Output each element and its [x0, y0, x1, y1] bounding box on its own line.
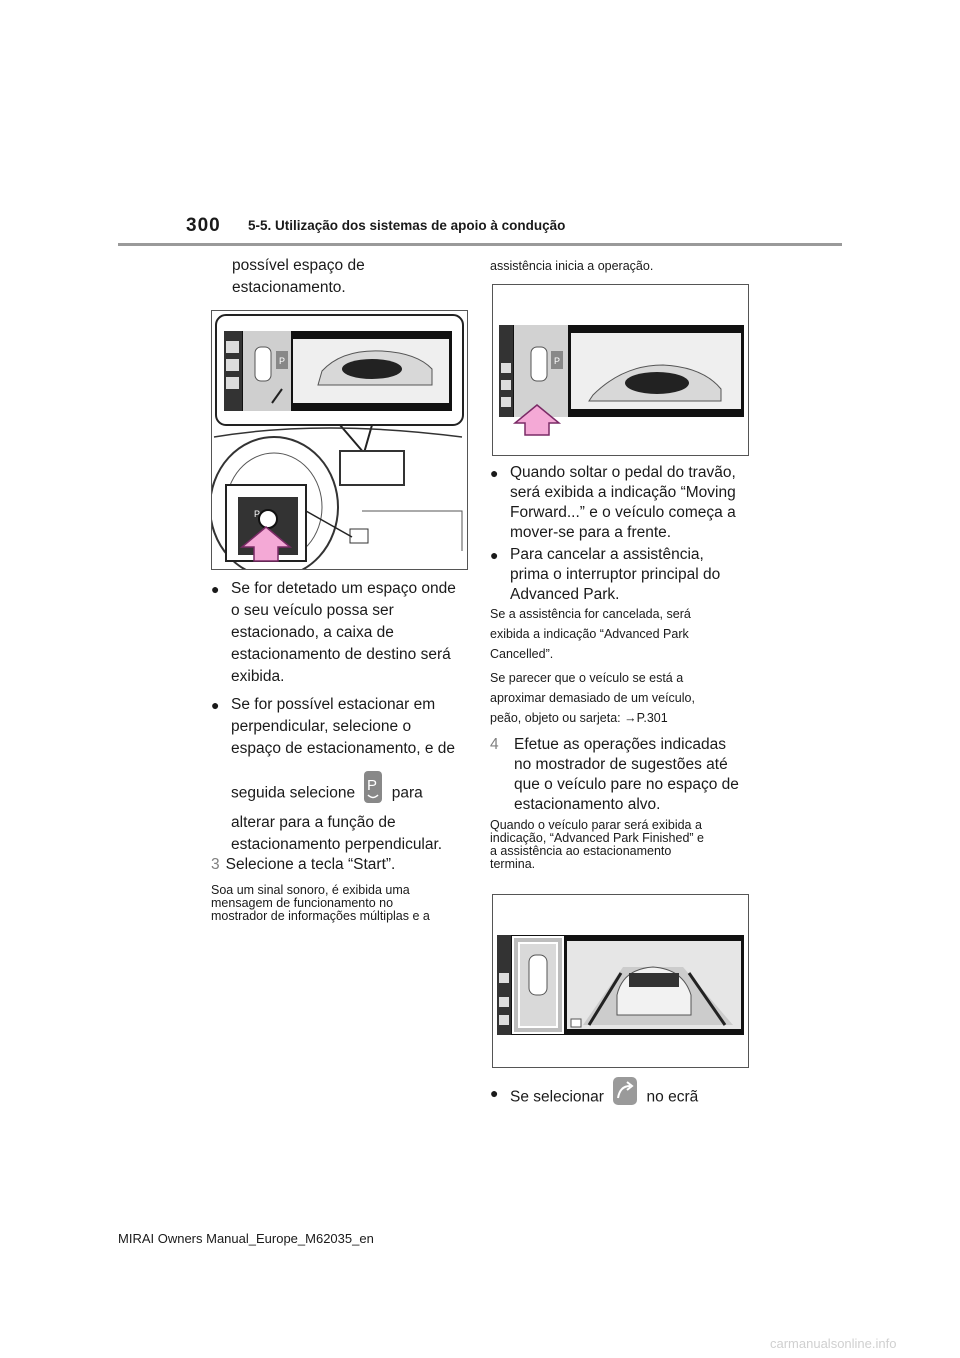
line: estacionamento perpendicular. [231, 836, 443, 853]
line: prima o interruptor principal do [510, 566, 721, 583]
figure-moving-forward [492, 284, 749, 456]
line: estacionamento de destino será [231, 646, 451, 663]
line: perpendicular, selecione o [231, 718, 412, 735]
line: Se parecer que o veículo se está a [490, 671, 684, 685]
line-with-icon [231, 770, 473, 804]
line: estacionamento alvo. [514, 796, 661, 813]
line: para [391, 784, 423, 802]
screen-illustration-1 [493, 285, 748, 455]
svg-text:P: P [254, 509, 261, 519]
right-bullet-1 [490, 463, 752, 543]
line: o seu veículo possa ser [231, 602, 394, 619]
line: Advanced Park. [510, 586, 620, 603]
line: termina. [490, 857, 536, 871]
line: que o veículo pare no espaço de [514, 776, 739, 793]
bullet-item [490, 463, 752, 543]
line: alterar para a função de [231, 814, 396, 831]
line: estacionado, a caixa de [231, 624, 394, 641]
line: ● Se for detetado um espaço onde [231, 580, 456, 597]
line: Efetue as operações indicadas [514, 736, 726, 753]
line: Se selecionar [510, 1088, 604, 1106]
line: ● Se for possível estacionar em [231, 696, 436, 713]
footer-manual-name: MIRAI Owners Manual_Europe_M62035_en [118, 1231, 374, 1246]
left-note [211, 884, 471, 923]
figure-finished [492, 894, 749, 1068]
section-title: 5-5. Utilização dos sistemas de apoio à condução [248, 218, 566, 233]
line: Cancelled”. [490, 647, 554, 661]
right-intro: assistência inicia a operação. [490, 259, 654, 273]
screen-illustration-2 [493, 895, 748, 1067]
svg-text:P: P [554, 356, 561, 366]
step-4 [490, 735, 752, 815]
right-bullet-2 [490, 545, 752, 605]
line: Se a assistência for cancelada, será [490, 607, 691, 621]
step-text: Selecione a tecla “Start”. [225, 856, 396, 873]
watermark: carmanualsonline.info [770, 1336, 897, 1351]
figure-dashboard [211, 310, 468, 570]
line: ● Quando soltar o pedal do travão, [510, 464, 736, 481]
parking-switch-icon [363, 770, 383, 817]
route-icon [571, 1019, 581, 1027]
dashboard-illustration [212, 311, 467, 569]
bullet-item [211, 694, 473, 856]
line: espaço de estacionamento, e de [231, 740, 456, 757]
line: Soa um sinal sonoro, é exibida uma [211, 883, 410, 897]
step-number: 3 [211, 856, 220, 873]
right-note-3 [490, 819, 752, 871]
left-intro [232, 255, 365, 299]
header-rule [118, 243, 842, 246]
line: a assistência ao estacionamento [490, 844, 672, 858]
line: aproximar demasiado de um veículo, [490, 691, 695, 705]
line: mostrador de informações múltiplas e a [211, 909, 430, 923]
line: no ecrã [646, 1088, 699, 1106]
bullet-item [211, 578, 471, 688]
bullet-item [490, 545, 752, 605]
line: no mostrador de sugestões até [514, 756, 728, 773]
intro-line: possível espaço de [232, 257, 365, 274]
route-icon [612, 1076, 638, 1119]
step-3 [211, 854, 395, 876]
line: será exibida a indicação “Moving [510, 484, 736, 501]
step-number: 4 [490, 736, 499, 753]
line: mover-se para a frente. [510, 524, 672, 541]
svg-text:P: P [279, 356, 286, 366]
line: Quando o veículo parar será exibida a [490, 818, 702, 832]
line: indicação, “Advanced Park Finished” e [490, 831, 705, 845]
line: Forward...” e o veículo começa a [510, 504, 736, 521]
page-number: 300 [186, 215, 221, 236]
line: peão, objeto ou sarjeta: →P.301 [490, 711, 668, 725]
bullet-item [490, 1076, 752, 1119]
left-bullet-1 [211, 578, 471, 688]
svg-text:P: P [367, 777, 378, 794]
line: ● Para cancelar a assistência, [510, 546, 704, 563]
line: mensagem de funcionamento no [211, 896, 394, 910]
line: exibida a indicação “Advanced Park [490, 627, 689, 641]
line: exibida. [231, 668, 285, 685]
right-note-1 [490, 604, 752, 664]
right-last-bullet [490, 1076, 752, 1110]
left-bullet-2 [211, 694, 473, 856]
line: seguida selecione [231, 784, 356, 802]
intro-line: estacionamento. [232, 279, 346, 296]
right-note-2 [490, 668, 752, 728]
